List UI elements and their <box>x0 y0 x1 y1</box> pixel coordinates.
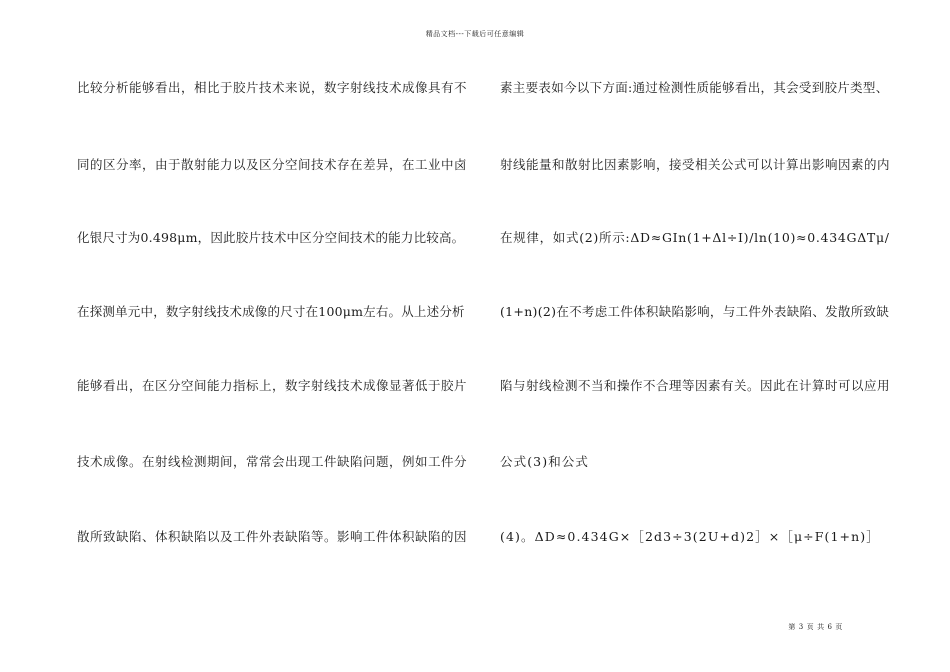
page-header: 精品文档---下载后可任意编辑 <box>425 30 525 38</box>
body-text-line: 在探测单元中，数字射线技术成像的尺寸在100μm左右。从上述分析 <box>77 304 465 319</box>
formula-line: (4)。ΔD≈0.434G×［2d3÷3(2U+d)2］×［μ÷F(1+n)］ <box>500 529 880 544</box>
body-text-line: 比较分析能够看出，相比于胶片技术来说，数字射线技术成像具有不 <box>77 80 468 95</box>
body-text-line: (1+n)(2)在不考虑工件体积缺陷影响，与工件外表缺陷、发散所致缺 <box>500 304 890 319</box>
body-text-line: 射线能量和散射比因素影响，接受相关公式可以计算出影响因素的内 <box>500 157 891 172</box>
body-text-line: 散所致缺陷、体积缺陷以及工件外表缺陷等。影响工件体积缺陷的因 <box>77 529 468 544</box>
body-text-line: 陷与射线检测不当和操作不合理等因素有关。因此在计算时可以应用 <box>500 378 891 393</box>
body-text-line: 同的区分率，由于散射能力以及区分空间技术存在差异，在工业中卤 <box>77 157 468 172</box>
body-text-line: 在规律，如式(2)所示:ΔD≈GIn(1+Δl÷I)/ln(10)≈0.434GΔTμ/ <box>500 230 890 245</box>
body-text-line: 能够看出，在区分空间能力指标上，数字射线技术成像显著低于胶片 <box>77 378 468 393</box>
body-text-line: 化银尺寸为0.498μm，因此胶片技术中区分空间技术的能力比较高。 <box>77 230 465 245</box>
body-text-line: 技术成像。在射线检测期间，常常会出现工件缺陷问题，例如工件分 <box>77 454 468 469</box>
body-text-line: 公式(3)和公式 <box>500 454 590 469</box>
body-text-line: 素主要表如今以下方面:通过检测性质能够看出，其会受到胶片类型、 <box>500 80 889 95</box>
page-number: 第 3 页 共 6 页 <box>788 623 843 631</box>
